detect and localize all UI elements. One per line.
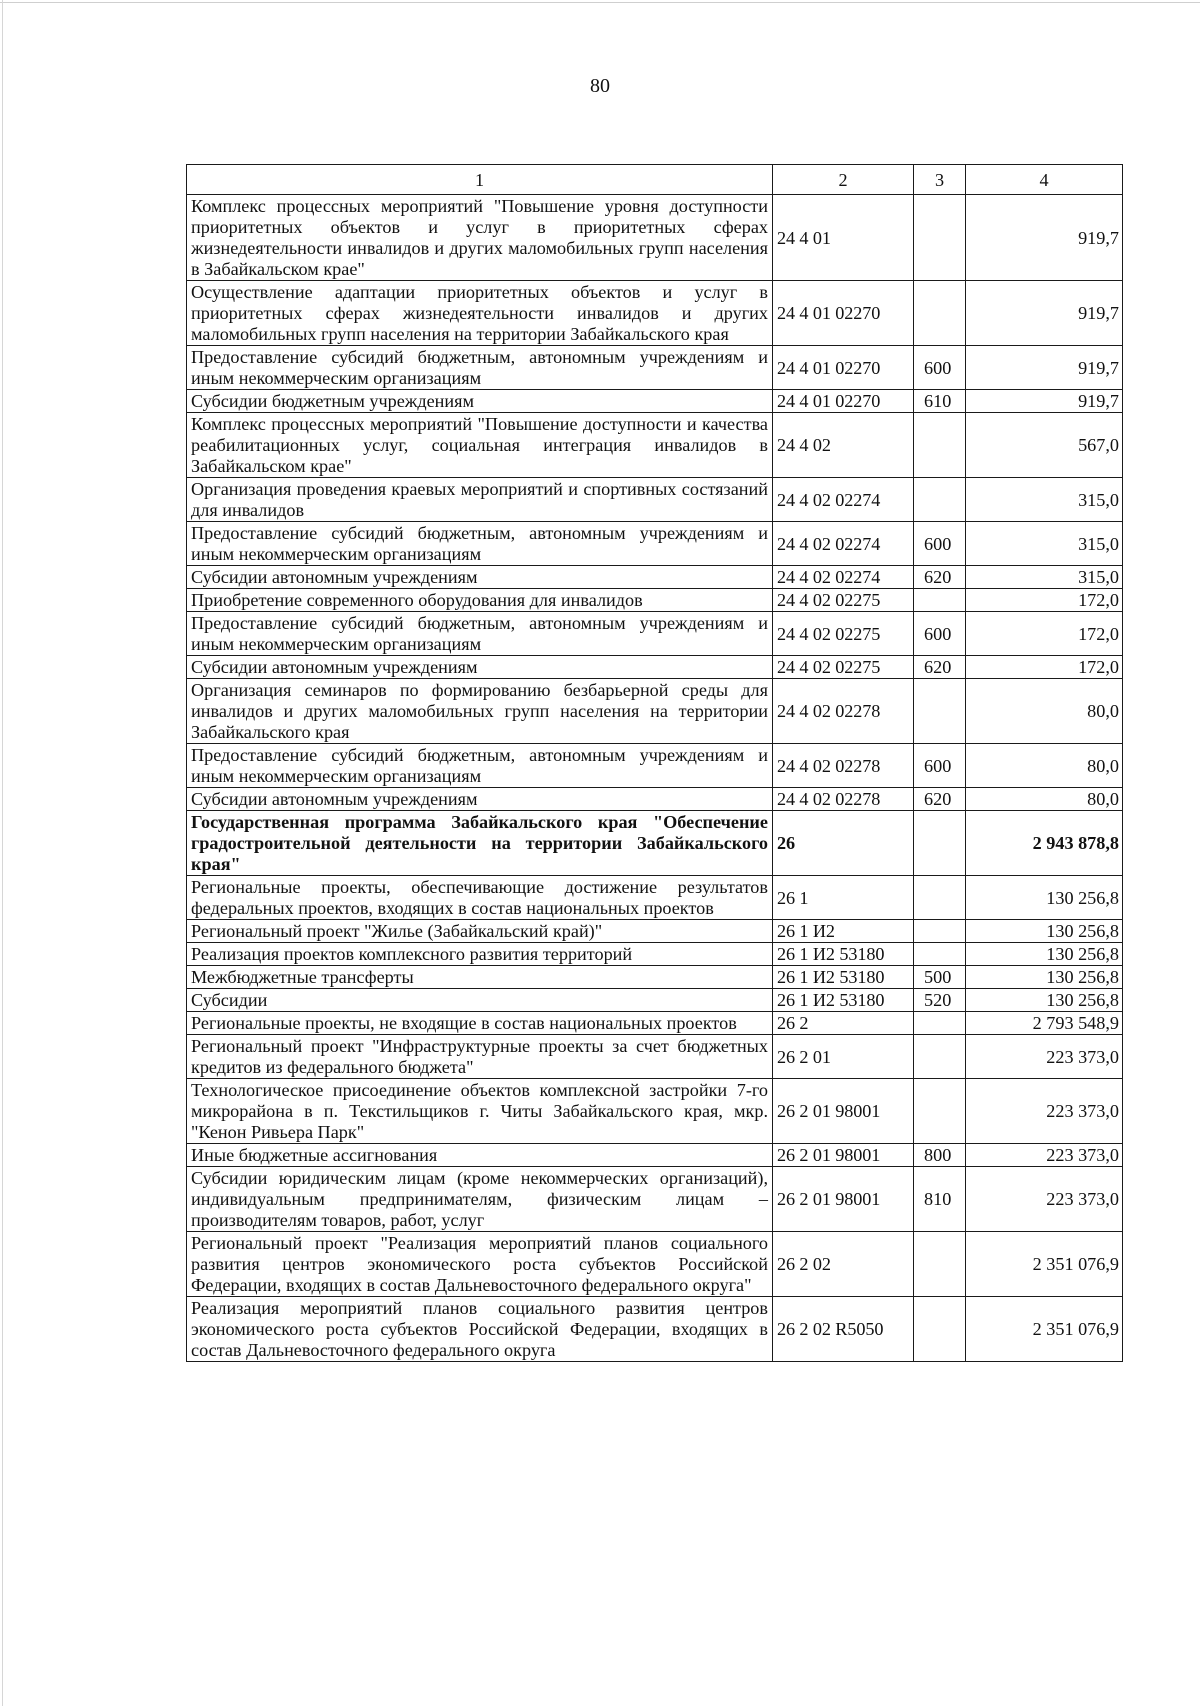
row-code-cell: 26 2 02 R5050 <box>773 1297 914 1362</box>
table-row <box>187 811 1123 876</box>
table-row <box>187 1079 1123 1144</box>
row-type-cell <box>914 413 966 478</box>
table-row <box>187 788 1123 811</box>
row-type-cell: 610 <box>914 390 966 413</box>
row-name-cell: Субсидии автономным учреждениям <box>187 566 773 589</box>
scan-edge-left <box>2 0 3 1706</box>
table-row <box>187 478 1123 522</box>
table-row <box>187 679 1123 744</box>
page-number: 80 <box>590 75 610 97</box>
row-type-cell <box>914 876 966 920</box>
row-name-cell: Организация семинаров по формированию безбарьерной среды для инвалидов и других маломобильных групп населения на территории Забайкальского края <box>187 679 773 744</box>
row-code-cell: 26 2 01 <box>773 1035 914 1079</box>
row-code-cell: 26 1 И2 53180 <box>773 943 914 966</box>
row-code-cell: 24 4 02 <box>773 413 914 478</box>
table-row <box>187 943 1123 966</box>
row-type-cell <box>914 679 966 744</box>
row-name-cell: Предоставление субсидий бюджетным, автономным учреждениям и иным некоммерческим организациям <box>187 744 773 788</box>
row-name-cell: Межбюджетные трансферты <box>187 966 773 989</box>
row-type-cell <box>914 943 966 966</box>
row-type-cell: 620 <box>914 656 966 679</box>
table-row <box>187 989 1123 1012</box>
row-code-cell: 26 1 И2 <box>773 920 914 943</box>
row-amount-cell: 130 256,8 <box>966 876 1123 920</box>
row-name-cell: Региональный проект "Инфраструктурные проекты за счет бюджетных кредитов из федерального бюджета" <box>187 1035 773 1079</box>
row-type-cell <box>914 589 966 612</box>
row-amount-cell: 315,0 <box>966 478 1123 522</box>
row-amount-cell: 2 351 076,9 <box>966 1232 1123 1297</box>
row-code-cell: 24 4 02 02278 <box>773 679 914 744</box>
row-name-cell: Региональный проект "Жилье (Забайкальский край)" <box>187 920 773 943</box>
header-col-3: 3 <box>914 165 966 195</box>
table-row <box>187 1144 1123 1167</box>
row-amount-cell: 315,0 <box>966 522 1123 566</box>
row-amount-cell: 223 373,0 <box>966 1144 1123 1167</box>
row-code-cell: 24 4 01 02270 <box>773 281 914 346</box>
row-amount-cell: 172,0 <box>966 589 1123 612</box>
row-amount-cell: 567,0 <box>966 413 1123 478</box>
table-row <box>187 346 1123 390</box>
table-row <box>187 390 1123 413</box>
header-col-2: 2 <box>773 165 914 195</box>
row-type-cell: 620 <box>914 566 966 589</box>
row-type-cell: 600 <box>914 346 966 390</box>
row-type-cell <box>914 195 966 281</box>
row-name-cell: Региональный проект "Реализация мероприятий планов социального развития центров экономического роста субъектов Российской Федерации, входящих в состав Дальневосточного федерального округа" <box>187 1232 773 1297</box>
table-row <box>187 589 1123 612</box>
row-code-cell: 24 4 01 02270 <box>773 346 914 390</box>
row-name-cell: Региональные проекты, не входящие в состав национальных проектов <box>187 1012 773 1035</box>
row-amount-cell: 2 943 878,8 <box>966 811 1123 876</box>
row-name-cell: Региональные проекты, обеспечивающие достижение результатов федеральных проектов, входящих в состав национальных проектов <box>187 876 773 920</box>
row-amount-cell: 172,0 <box>966 656 1123 679</box>
row-name-cell: Государственная программа Забайкальского края "Обеспечение градостроительной деятельности на территории Забайкальского края" <box>187 811 773 876</box>
row-type-cell <box>914 920 966 943</box>
row-type-cell <box>914 478 966 522</box>
table-row <box>187 281 1123 346</box>
row-type-cell <box>914 1297 966 1362</box>
scan-edge-top <box>0 2 1200 3</box>
row-amount-cell: 223 373,0 <box>966 1079 1123 1144</box>
table-row <box>187 1012 1123 1035</box>
row-code-cell: 24 4 02 02278 <box>773 788 914 811</box>
row-code-cell: 26 2 01 98001 <box>773 1079 914 1144</box>
row-name-cell: Организация проведения краевых мероприятий и спортивных состязаний для инвалидов <box>187 478 773 522</box>
row-name-cell: Комплекс процессных мероприятий "Повышение уровня доступности приоритетных объектов и услуг в приоритетных сферах жизнедеятельности инвалидов и других маломобильных групп населения в Забайкальском крае" <box>187 195 773 281</box>
row-amount-cell: 130 256,8 <box>966 920 1123 943</box>
row-name-cell: Субсидии юридическим лицам (кроме некоммерческих организаций), индивидуальным предпринимателям, физическим лицам – производителям товаров, работ, услуг <box>187 1167 773 1232</box>
row-type-cell: 600 <box>914 612 966 656</box>
row-amount-cell: 2 351 076,9 <box>966 1297 1123 1362</box>
row-amount-cell: 223 373,0 <box>966 1035 1123 1079</box>
header-col-1: 1 <box>187 165 773 195</box>
row-code-cell: 24 4 01 <box>773 195 914 281</box>
row-name-cell: Субсидии автономным учреждениям <box>187 788 773 811</box>
row-amount-cell: 80,0 <box>966 679 1123 744</box>
row-type-cell: 620 <box>914 788 966 811</box>
row-name-cell: Предоставление субсидий бюджетным, автономным учреждениям и иным некоммерческим организациям <box>187 522 773 566</box>
row-name-cell: Предоставление субсидий бюджетным, автономным учреждениям и иным некоммерческим организациям <box>187 612 773 656</box>
row-amount-cell: 130 256,8 <box>966 943 1123 966</box>
row-amount-cell: 172,0 <box>966 612 1123 656</box>
row-amount-cell: 315,0 <box>966 566 1123 589</box>
row-code-cell: 26 1 И2 53180 <box>773 989 914 1012</box>
row-amount-cell: 919,7 <box>966 346 1123 390</box>
row-amount-cell: 80,0 <box>966 744 1123 788</box>
table-row <box>187 1297 1123 1362</box>
row-type-cell <box>914 281 966 346</box>
row-name-cell: Субсидии автономным учреждениям <box>187 656 773 679</box>
row-type-cell: 600 <box>914 522 966 566</box>
header-col-4: 4 <box>966 165 1123 195</box>
table-row <box>187 656 1123 679</box>
table-row <box>187 566 1123 589</box>
row-code-cell: 26 1 И2 53180 <box>773 966 914 989</box>
row-type-cell: 800 <box>914 1144 966 1167</box>
row-type-cell: 520 <box>914 989 966 1012</box>
table-row <box>187 1035 1123 1079</box>
row-code-cell: 24 4 02 02274 <box>773 522 914 566</box>
row-type-cell <box>914 1232 966 1297</box>
row-code-cell: 24 4 01 02270 <box>773 390 914 413</box>
row-code-cell: 26 2 <box>773 1012 914 1035</box>
row-name-cell: Реализация мероприятий планов социального развития центров экономического роста субъектов Российской Федерации, входящих в состав Дальневосточного федерального округа <box>187 1297 773 1362</box>
row-code-cell: 26 1 <box>773 876 914 920</box>
row-code-cell: 24 4 02 02278 <box>773 744 914 788</box>
row-type-cell: 810 <box>914 1167 966 1232</box>
table-row <box>187 1167 1123 1232</box>
row-code-cell: 24 4 02 02275 <box>773 589 914 612</box>
table-row <box>187 920 1123 943</box>
table-row <box>187 612 1123 656</box>
budget-table <box>186 164 1123 1362</box>
row-type-cell <box>914 1035 966 1079</box>
row-amount-cell: 919,7 <box>966 281 1123 346</box>
row-name-cell: Иные бюджетные ассигнования <box>187 1144 773 1167</box>
row-code-cell: 24 4 02 02274 <box>773 478 914 522</box>
row-code-cell: 26 2 02 <box>773 1232 914 1297</box>
row-name-cell: Комплекс процессных мероприятий "Повышение доступности и качества реабилитационных услуг, социальная интеграция инвалидов в Забайкальском крае" <box>187 413 773 478</box>
row-code-cell: 24 4 02 02274 <box>773 566 914 589</box>
row-name-cell: Технологическое присоединение объектов комплексной застройки 7-го микрорайона в п. Текстильщиков г. Читы Забайкальского края, мкр. "Кенон Ривьера Парк" <box>187 1079 773 1144</box>
row-type-cell <box>914 811 966 876</box>
row-amount-cell: 223 373,0 <box>966 1167 1123 1232</box>
table-header <box>187 165 1123 195</box>
table-row <box>187 195 1123 281</box>
row-amount-cell: 919,7 <box>966 390 1123 413</box>
row-type-cell <box>914 1079 966 1144</box>
table-body <box>187 195 1123 1362</box>
row-name-cell: Реализация проектов комплексного развития территорий <box>187 943 773 966</box>
table-row <box>187 413 1123 478</box>
row-name-cell: Предоставление субсидий бюджетным, автономным учреждениям и иным некоммерческим организациям <box>187 346 773 390</box>
table-row <box>187 522 1123 566</box>
row-code-cell: 24 4 02 02275 <box>773 612 914 656</box>
row-type-cell: 600 <box>914 744 966 788</box>
table-row <box>187 876 1123 920</box>
row-name-cell: Осуществление адаптации приоритетных объектов и услуг в приоритетных сферах жизнедеятельности инвалидов и других маломобильных групп населения на территории Забайкальского края <box>187 281 773 346</box>
row-amount-cell: 130 256,8 <box>966 989 1123 1012</box>
row-amount-cell: 2 793 548,9 <box>966 1012 1123 1035</box>
table-row <box>187 1232 1123 1297</box>
row-type-cell <box>914 1012 966 1035</box>
table-row <box>187 966 1123 989</box>
row-code-cell: 26 2 01 98001 <box>773 1144 914 1167</box>
row-amount-cell: 130 256,8 <box>966 966 1123 989</box>
row-amount-cell: 80,0 <box>966 788 1123 811</box>
row-name-cell: Приобретение современного оборудования для инвалидов <box>187 589 773 612</box>
row-code-cell: 26 <box>773 811 914 876</box>
table-row <box>187 744 1123 788</box>
row-code-cell: 26 2 01 98001 <box>773 1167 914 1232</box>
row-amount-cell: 919,7 <box>966 195 1123 281</box>
row-code-cell: 24 4 02 02275 <box>773 656 914 679</box>
row-name-cell: Субсидии бюджетным учреждениям <box>187 390 773 413</box>
row-type-cell: 500 <box>914 966 966 989</box>
row-name-cell: Субсидии <box>187 989 773 1012</box>
header-row <box>187 165 1123 195</box>
